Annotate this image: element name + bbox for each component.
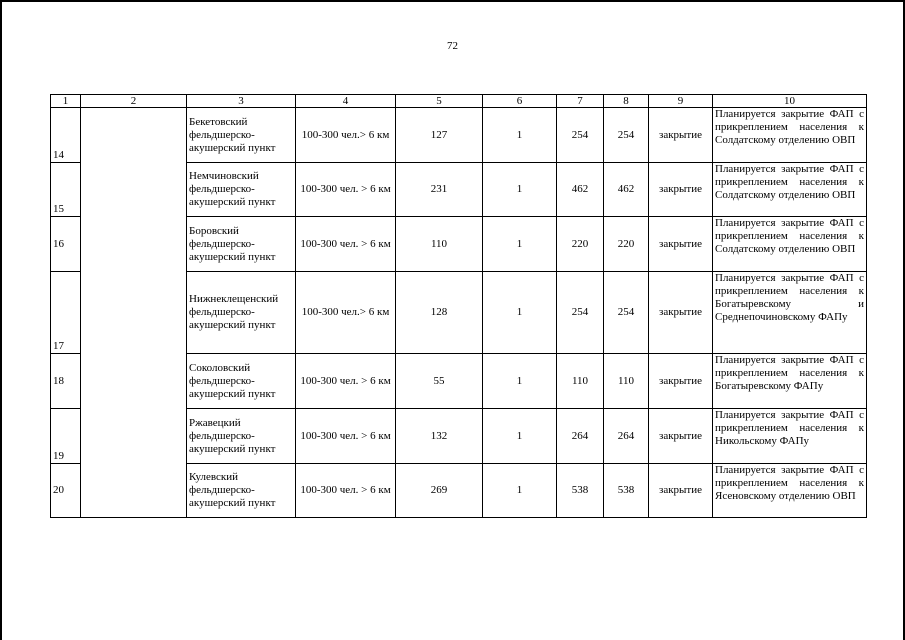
facility-name: Ржавецкий фельдшерско-акушерский пункт	[187, 409, 296, 464]
value-col-6: 1	[483, 108, 557, 163]
note-cell: Планируется закрытие ФАП с прикреплением населения к Никольскому ФАПу	[713, 409, 867, 464]
value-col-8: 220	[604, 217, 649, 272]
merged-column-2-cell	[81, 108, 187, 518]
value-col-6: 1	[483, 409, 557, 464]
row-number: 20	[51, 464, 81, 518]
row-number: 18	[51, 354, 81, 409]
value-col-5: 231	[396, 163, 483, 217]
row-number: 16	[51, 217, 81, 272]
column-header: 5	[396, 95, 483, 108]
action-cell: закрытие	[649, 108, 713, 163]
column-header: 7	[557, 95, 604, 108]
facility-name: Нижнеклещенский фельдшерско-акушерский пункт	[187, 272, 296, 354]
value-col-8: 110	[604, 354, 649, 409]
value-col-8: 254	[604, 108, 649, 163]
row-number: 15	[51, 163, 81, 217]
capacity-cell: 100-300 чел. > 6 км	[296, 217, 396, 272]
note-cell: Планируется закрытие ФАП с прикреплением населения к Солдатскому отделению ОВП	[713, 108, 867, 163]
value-col-7: 462	[557, 163, 604, 217]
note-cell: Планируется закрытие ФАП с прикреплением населения к Богатыревскому ФАПу	[713, 354, 867, 409]
column-header: 6	[483, 95, 557, 108]
value-col-7: 538	[557, 464, 604, 518]
note-cell: Планируется закрытие ФАП с прикреплением населения к Богатыревскому и Среднепочиновскому ФАПу	[713, 272, 867, 354]
value-col-5: 110	[396, 217, 483, 272]
table-row	[51, 108, 867, 163]
page-border-top	[0, 0, 905, 2]
value-col-5: 55	[396, 354, 483, 409]
value-col-8: 264	[604, 409, 649, 464]
capacity-cell: 100-300 чел. > 6 км	[296, 163, 396, 217]
action-cell: закрытие	[649, 217, 713, 272]
facilities-table	[50, 94, 867, 518]
action-cell: закрытие	[649, 409, 713, 464]
value-col-8: 538	[604, 464, 649, 518]
column-header: 1	[51, 95, 81, 108]
row-number: 14	[51, 108, 81, 163]
facility-name: Бекетовский фельдшерско-акушерский пункт	[187, 108, 296, 163]
value-col-5: 132	[396, 409, 483, 464]
action-cell: закрытие	[649, 163, 713, 217]
capacity-cell: 100-300 чел. > 6 км	[296, 464, 396, 518]
capacity-cell: 100-300 чел. > 6 км	[296, 354, 396, 409]
value-col-8: 254	[604, 272, 649, 354]
value-col-5: 127	[396, 108, 483, 163]
value-col-7: 254	[557, 272, 604, 354]
value-col-8: 462	[604, 163, 649, 217]
action-cell: закрытие	[649, 272, 713, 354]
value-col-7: 110	[557, 354, 604, 409]
column-header: 8	[604, 95, 649, 108]
facility-name: Соколовский фельдшерско-акушерский пункт	[187, 354, 296, 409]
row-number: 17	[51, 272, 81, 354]
value-col-6: 1	[483, 464, 557, 518]
value-col-6: 1	[483, 272, 557, 354]
capacity-cell: 100-300 чел. > 6 км	[296, 409, 396, 464]
column-number-row	[51, 95, 867, 108]
column-header: 10	[713, 95, 867, 108]
action-cell: закрытие	[649, 464, 713, 518]
value-col-5: 128	[396, 272, 483, 354]
facility-name: Немчиновский фельдшерско-акушерский пункт	[187, 163, 296, 217]
column-header: 2	[81, 95, 187, 108]
value-col-7: 220	[557, 217, 604, 272]
note-cell: Планируется закрытие ФАП с прикреплением населения к Ясеновскому отделению ОВП	[713, 464, 867, 518]
value-col-7: 254	[557, 108, 604, 163]
note-cell: Планируется закрытие ФАП с прикреплением населения к Солдатскому отделению ОВП	[713, 163, 867, 217]
column-header: 9	[649, 95, 713, 108]
capacity-cell: 100-300 чел.> 6 км	[296, 272, 396, 354]
value-col-6: 1	[483, 217, 557, 272]
column-header: 4	[296, 95, 396, 108]
action-cell: закрытие	[649, 354, 713, 409]
value-col-6: 1	[483, 354, 557, 409]
facility-name: Кулевский фельдшерско-акушерский пункт	[187, 464, 296, 518]
row-number: 19	[51, 409, 81, 464]
page-border-left	[0, 0, 2, 640]
value-col-7: 264	[557, 409, 604, 464]
column-header: 3	[187, 95, 296, 108]
value-col-6: 1	[483, 163, 557, 217]
value-col-5: 269	[396, 464, 483, 518]
note-cell: Планируется закрытие ФАП с прикреплением населения к Солдатскому отделению ОВП	[713, 217, 867, 272]
page-number: 72	[447, 40, 458, 52]
facility-name: Боровский фельдшерско-акушерский пункт	[187, 217, 296, 272]
capacity-cell: 100-300 чел.> 6 км	[296, 108, 396, 163]
